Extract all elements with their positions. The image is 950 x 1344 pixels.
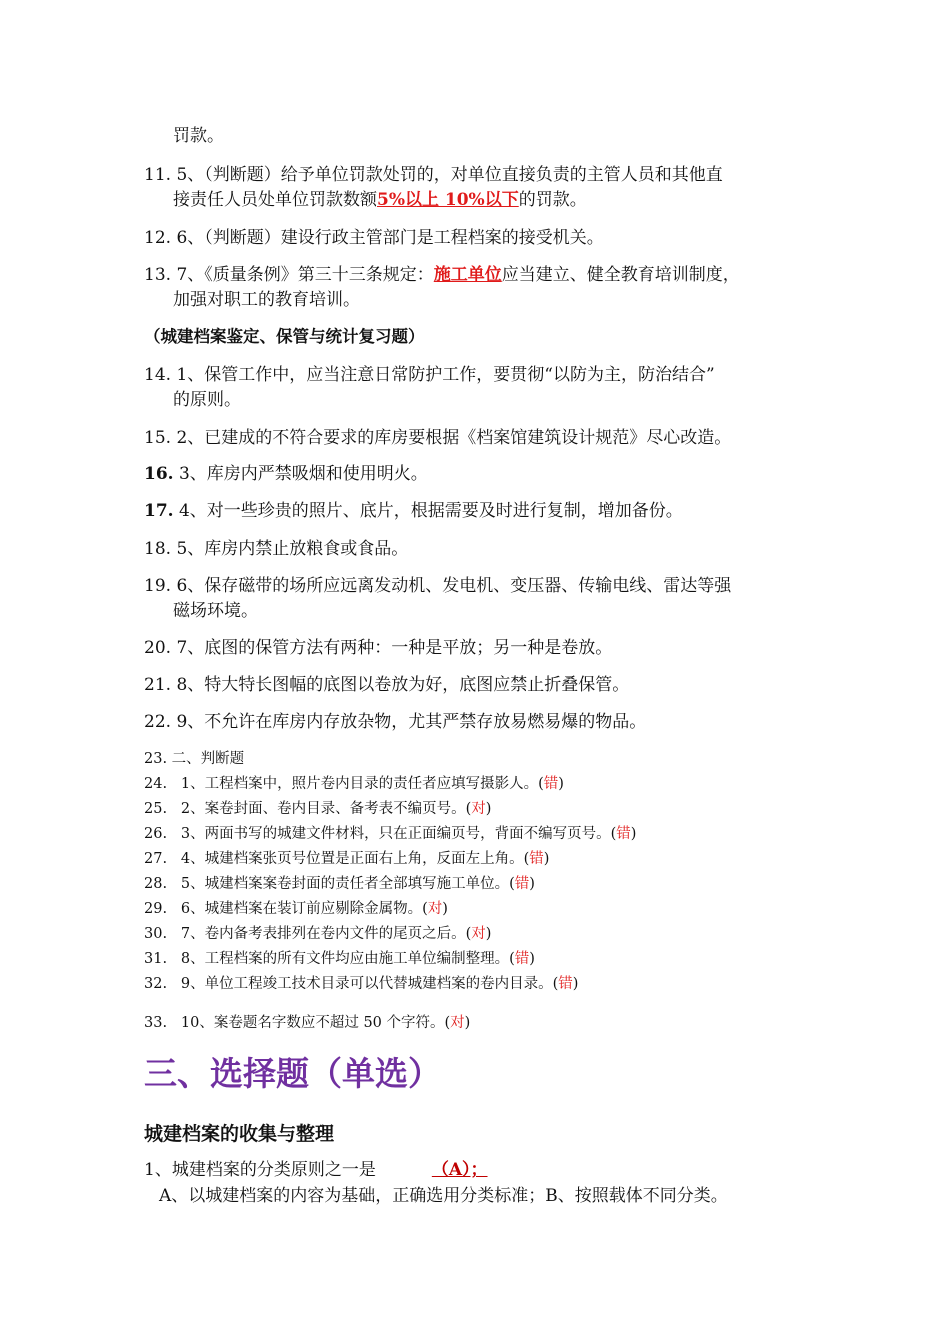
judge-row bbox=[144, 799, 491, 819]
item-text: 4、对一些珍贵的照片、底片，根据需要及时进行复制，增加备份。 bbox=[178, 501, 683, 521]
answer-mark: 错 bbox=[514, 951, 530, 967]
section-subtitle bbox=[144, 1121, 334, 1147]
item-text: 二、判断题 bbox=[171, 751, 245, 767]
paren-close: ) bbox=[485, 801, 492, 817]
item-text: 应当建立、健全教育培训制度， bbox=[501, 265, 740, 285]
paren-close: ) bbox=[543, 851, 550, 867]
judge-row bbox=[144, 874, 535, 894]
section-heading bbox=[144, 325, 425, 349]
judge-row bbox=[144, 849, 549, 869]
judge-row bbox=[144, 924, 491, 944]
options-text: A、以城建档案的内容为基础，正确选用分类标准；B、按照载体不同分类。 bbox=[159, 1186, 728, 1206]
item-text: 7、卷内备考表排列在卷内文件的尾页之后。( bbox=[180, 926, 472, 942]
list-item bbox=[144, 574, 731, 598]
list-item-continuation bbox=[173, 188, 587, 212]
answer-mark: 错 bbox=[529, 851, 544, 867]
item-number: 25. bbox=[144, 801, 168, 817]
item-text: 接责任人员处单位罚款数额 bbox=[173, 190, 377, 210]
paren-close: ) bbox=[442, 901, 448, 917]
item-text: 3、库房内严禁吸烟和使用明火。 bbox=[178, 464, 428, 484]
item-number: 26. bbox=[144, 826, 168, 842]
list-item bbox=[144, 426, 731, 450]
list-item bbox=[144, 499, 683, 523]
list-item-continuation bbox=[173, 288, 360, 312]
item-text: 磁场环境。 bbox=[173, 601, 258, 621]
question-options bbox=[159, 1184, 728, 1208]
list-item bbox=[173, 124, 224, 148]
item-number: 17. bbox=[144, 501, 174, 521]
item-number: 24. bbox=[144, 776, 168, 792]
list-item-continuation bbox=[173, 599, 258, 623]
list-item bbox=[144, 710, 646, 734]
item-text: 1、保管工作中，应当注意日常防护工作，要贯彻“以防为主，防治结合” bbox=[176, 365, 715, 385]
item-text: 5、（判断题）给予单位罚款处罚的，对单位直接负责的主管人员和其他直 bbox=[176, 165, 723, 185]
item-text: 4、城建档案张页号位置是正面右上角，反面左上角。( bbox=[180, 851, 530, 867]
item-text: 罚款。 bbox=[173, 126, 224, 146]
question bbox=[144, 1158, 488, 1182]
item-text: 2、已建成的不符合要求的库房要根据《档案馆建筑设计规范》尽心改造。 bbox=[176, 428, 732, 448]
item-text: 6、（判断题）建设行政主管部门是工程档案的接受机关。 bbox=[176, 228, 604, 248]
highlight-answer: 5%以上 10%以下 bbox=[377, 190, 519, 210]
paren-close: ) bbox=[558, 776, 564, 792]
judge-row bbox=[144, 824, 636, 844]
list-item bbox=[144, 673, 629, 697]
judge-row bbox=[144, 949, 535, 969]
answer-mark: 对 bbox=[450, 1015, 465, 1031]
item-number: 18. bbox=[144, 539, 172, 559]
item-number: 32. bbox=[144, 976, 168, 992]
item-number: 33. bbox=[144, 1015, 168, 1031]
answer-mark: 对 bbox=[471, 926, 486, 942]
judge-row bbox=[144, 974, 578, 994]
section-title bbox=[144, 1052, 441, 1096]
list-item bbox=[144, 163, 723, 187]
judge-header bbox=[144, 749, 244, 769]
item-number: 29. bbox=[144, 901, 168, 917]
item-number: 14. bbox=[144, 365, 172, 385]
judge-row bbox=[144, 1013, 470, 1033]
list-item bbox=[144, 462, 428, 486]
question-text: 1、城建档案的分类原则之一是 bbox=[144, 1160, 376, 1180]
item-number: 22. bbox=[144, 712, 172, 732]
item-text: 1、工程档案中，照片卷内目录的责任者应填写摄影人。( bbox=[180, 776, 544, 792]
item-number: 19. bbox=[144, 576, 172, 596]
item-number: 20. bbox=[144, 638, 172, 658]
answer-mark: 对 bbox=[471, 801, 486, 817]
item-text: 9、不允许在库房内存放杂物，尤其严禁存放易燃易爆的物品。 bbox=[176, 712, 647, 732]
answer-mark: 对 bbox=[427, 901, 443, 917]
section-title-text: 三、选择题（单选） bbox=[144, 1054, 441, 1093]
item-number: 30. bbox=[144, 926, 168, 942]
item-text: 7、底图的保管方法有两种：一种是平放；另一种是卷放。 bbox=[176, 638, 613, 658]
answer-mark: 错 bbox=[543, 776, 559, 792]
item-text: 的原则。 bbox=[173, 390, 241, 410]
answer-blank: （A）； bbox=[431, 1160, 488, 1180]
list-item bbox=[144, 636, 612, 660]
judge-row bbox=[144, 899, 448, 919]
list-item bbox=[144, 263, 740, 287]
list-item bbox=[144, 363, 715, 387]
paren-close: ) bbox=[630, 826, 637, 842]
item-number: 31. bbox=[144, 951, 168, 967]
item-text: 6、保存磁带的场所应远离发动机、发电机、变压器、传输电线、雷达等强 bbox=[176, 576, 732, 596]
paren-close: ) bbox=[464, 1015, 471, 1031]
item-number: 28. bbox=[144, 876, 168, 892]
list-item bbox=[144, 537, 408, 561]
item-text: 3、两面书写的城建文件材料，只在正面编页号，背面不编写页号。( bbox=[180, 826, 617, 842]
item-text: 10、案卷题名字数应不超过 50 个字符。( bbox=[180, 1015, 451, 1031]
answer-mark: 错 bbox=[616, 826, 631, 842]
section-subtitle-text: 城建档案的收集与整理 bbox=[144, 1123, 335, 1145]
item-text: 加强对职工的教育培训。 bbox=[173, 290, 360, 310]
answer-mark: 错 bbox=[558, 976, 573, 992]
item-text: 8、工程档案的所有文件均应由施工单位编制整理。( bbox=[180, 951, 515, 967]
item-text: 9、单位工程竣工技术目录可以代替城建档案的卷内目录。( bbox=[180, 976, 559, 992]
item-number: 23. bbox=[144, 751, 168, 767]
section-heading-text: （城建档案鉴定、保管与统计复习题） bbox=[144, 327, 425, 346]
list-item bbox=[144, 226, 604, 250]
item-text: 8、特大特长图幅的底图以卷放为好，底图应禁止折叠保管。 bbox=[176, 675, 630, 695]
paren-close: ) bbox=[485, 926, 492, 942]
item-number: 27. bbox=[144, 851, 168, 867]
item-text: 的罚款。 bbox=[518, 190, 587, 210]
judge-row bbox=[144, 774, 564, 794]
list-item-continuation bbox=[173, 388, 241, 412]
item-number: 12. bbox=[144, 228, 172, 248]
item-text: 5、城建档案案卷封面的责任者全部填写施工单位。( bbox=[180, 876, 515, 892]
item-number: 13. bbox=[144, 265, 172, 285]
paren-close: ) bbox=[529, 876, 535, 892]
highlight-answer: 施工单位 bbox=[433, 265, 502, 285]
item-text: 2、案卷封面、卷内目录、备考表不编页号。( bbox=[180, 801, 472, 817]
paren-close: ) bbox=[529, 951, 535, 967]
answer-mark: 错 bbox=[514, 876, 530, 892]
item-text: 7、《质量条例》第三十三条规定： bbox=[176, 265, 434, 285]
item-number: 11. bbox=[144, 165, 172, 185]
item-text: 6、城建档案在装订前应剔除金属物。( bbox=[180, 901, 428, 917]
item-number: 21. bbox=[144, 675, 172, 695]
item-text: 5、库房内禁止放粮食或食品。 bbox=[176, 539, 409, 559]
paren-close: ) bbox=[572, 976, 579, 992]
item-number: 16. bbox=[144, 464, 174, 484]
item-number: 15. bbox=[144, 428, 172, 448]
